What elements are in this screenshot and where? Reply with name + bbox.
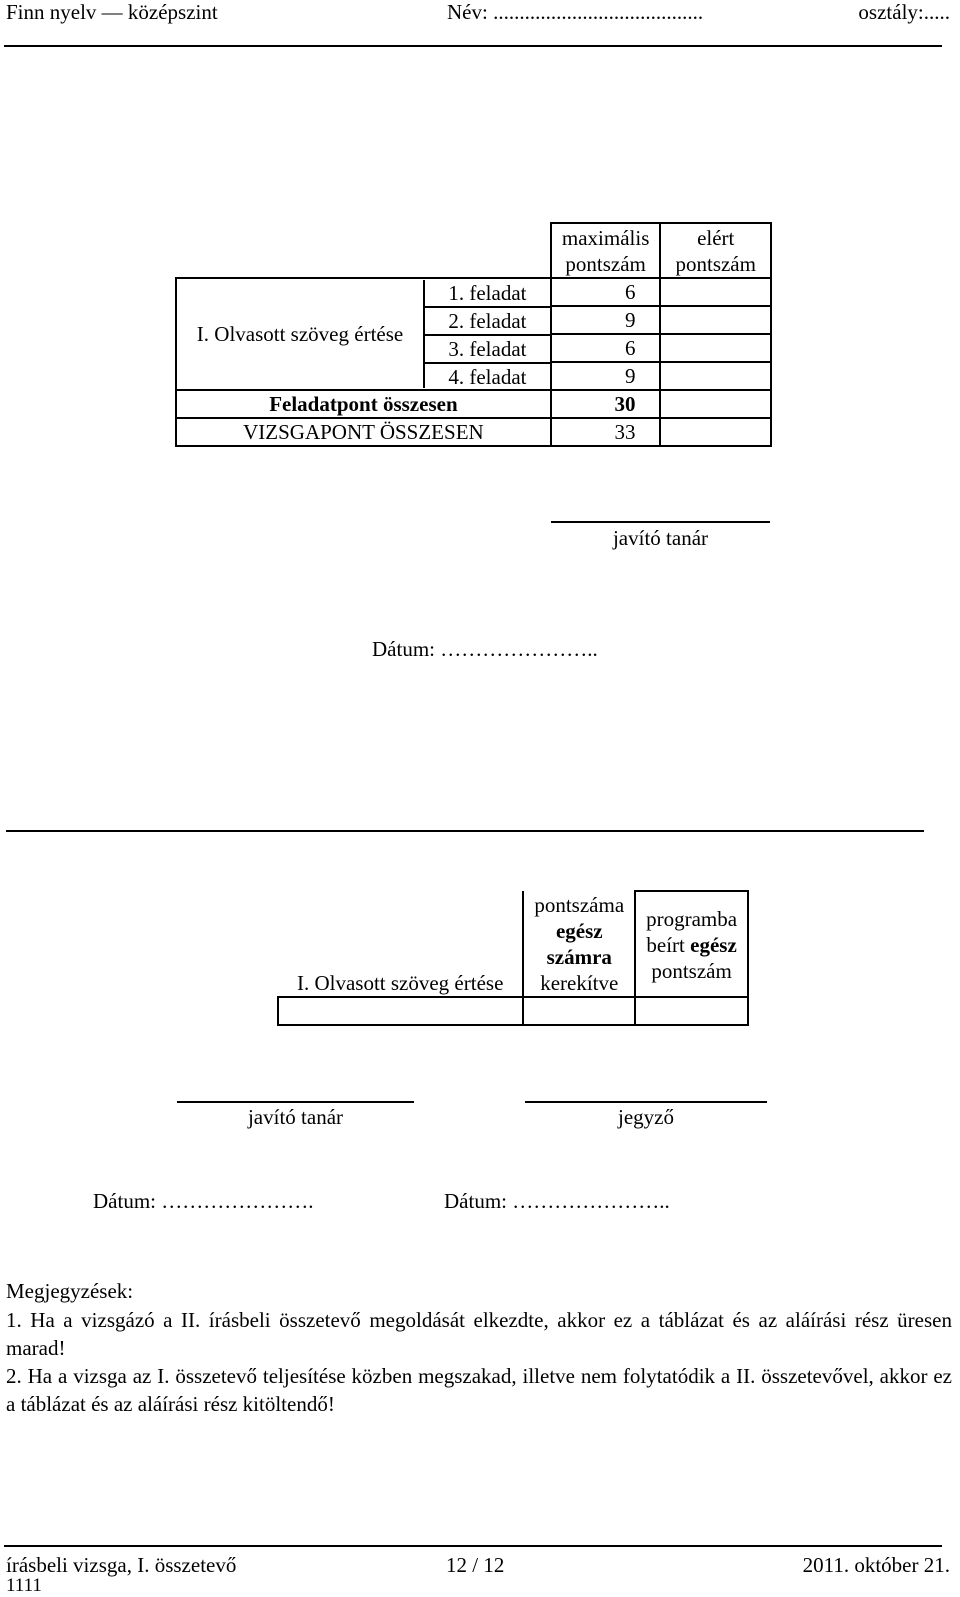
section-row-cell — [278, 997, 523, 1025]
footer-exam-label: írásbeli vizsga, I. összetevő — [6, 1553, 237, 1577]
subtotal-max: 30 — [551, 390, 661, 418]
task-max: 9 — [551, 306, 661, 334]
task-label: 1. feladat — [425, 280, 550, 308]
signature-role-notary: jegyző — [618, 1105, 674, 1129]
signature-line-notary — [525, 1101, 767, 1103]
exam-code: 1111 — [6, 1575, 42, 1596]
note-item: 1. Ha a vizsgázó a II. írásbeli összetevő megoldását elkezdte, akkor ez a táblázat és az aláírási rész üresen marad! — [6, 1308, 952, 1360]
header-max-points: maximális pontszám — [551, 223, 661, 278]
subtotal-score-input[interactable] — [660, 390, 771, 418]
task-max: 6 — [551, 278, 661, 306]
rounded-score-input[interactable] — [523, 997, 635, 1025]
task-label: 3. feladat — [425, 336, 550, 364]
total-score-input[interactable] — [660, 418, 771, 446]
section-cell — [176, 278, 551, 390]
exam-date: 2011. október 21. — [802, 1553, 950, 1577]
section-divider — [6, 830, 924, 832]
notes-title: Megjegyzések: — [6, 1279, 134, 1303]
footer-rule — [4, 1545, 942, 1547]
task-score-input[interactable] — [660, 278, 771, 306]
entered-score-input[interactable] — [635, 997, 748, 1025]
note-item: 2. Ha a vizsga az I. összetevő teljesítése közben megszakad, illetve nem folytatódik a II. összetevővel, akkor ez a táblázat és az aláírási rész kitöltendő! — [6, 1364, 952, 1416]
notes-section — [6, 1277, 952, 1418]
score-table — [175, 222, 772, 447]
section-label: I. Olvasott szöveg értése — [177, 280, 425, 388]
signature-line — [551, 521, 770, 523]
date-field: Dátum: ………………….. — [372, 637, 598, 661]
subtotal-label: Feladatpont összesen — [176, 390, 551, 418]
header-achieved-points: elért pontszám — [660, 223, 771, 278]
total-max: 33 — [551, 418, 661, 446]
signature-line-teacher — [177, 1101, 414, 1103]
header-class-field: osztály:..... — [858, 0, 950, 24]
rounded-score-table — [277, 890, 749, 1026]
task-max: 9 — [551, 362, 661, 390]
date-field-teacher: Dátum: …………………. — [93, 1189, 314, 1213]
signature-role-teacher: javító tanár — [247, 1105, 344, 1129]
task-score-input[interactable] — [660, 362, 771, 390]
task-score-input[interactable] — [660, 306, 771, 334]
signature-role: javító tanár — [612, 526, 709, 550]
section-label: I. Olvasott szöveg értése — [296, 971, 504, 995]
task-label: 2. feladat — [425, 308, 550, 336]
task-score-input[interactable] — [660, 334, 771, 362]
date-field-notary: Dátum: ………………….. — [444, 1189, 670, 1213]
page-number: 12 / 12 — [446, 1553, 505, 1577]
total-label: VIZSGAPONT ÖSSZESEN — [176, 418, 551, 446]
entered-score-header: programba beírt egész pontszám — [635, 891, 748, 997]
task-label: 4. feladat — [448, 365, 527, 389]
header-name-field: Név: ........................................ — [447, 0, 704, 24]
task-max: 6 — [551, 334, 661, 362]
rounded-score-header: pontszáma egész számra kerekítve — [523, 891, 635, 997]
header-subject: Finn nyelv — középszint — [6, 0, 218, 24]
header-rule — [4, 45, 942, 47]
